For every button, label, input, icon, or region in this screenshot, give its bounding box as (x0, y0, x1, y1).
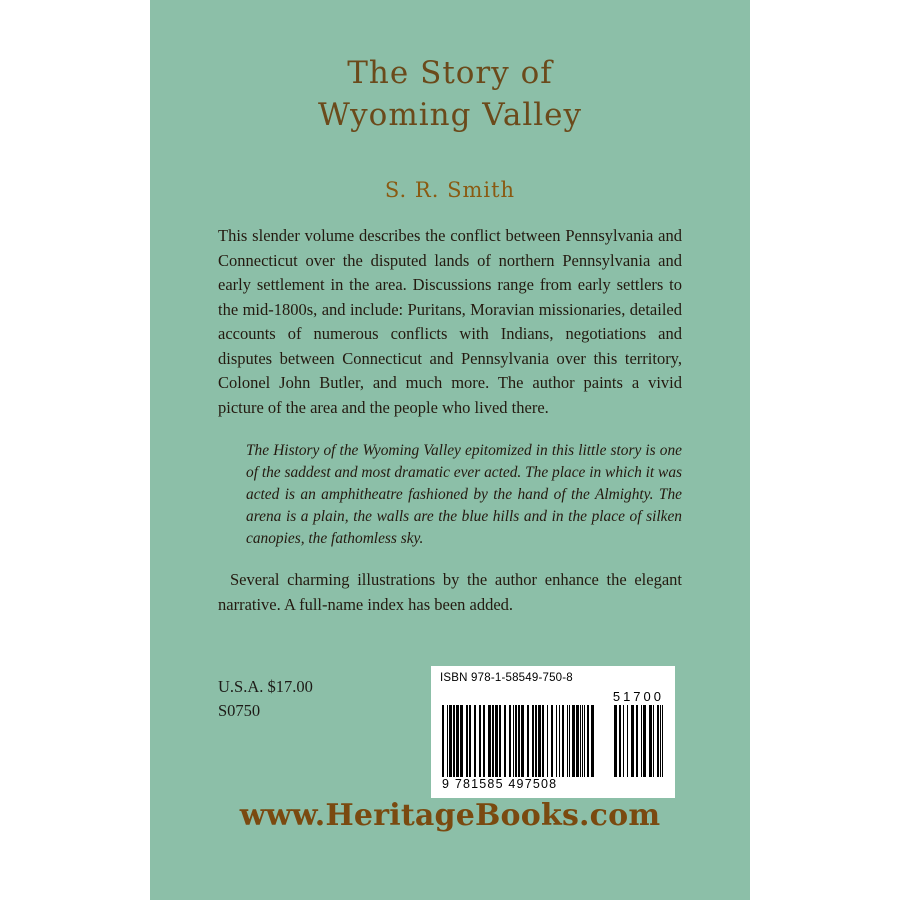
price-block (218, 675, 313, 723)
publisher-website: www.HeritageBooks.com (239, 798, 661, 833)
barcode-ean-digits: 9 781585 497508 (442, 777, 558, 791)
barcode-bars-addon (614, 705, 664, 777)
closing-paragraph: Several charming illustrations by the author enhance the elegant narrative. A full-name index has been added. (218, 570, 682, 614)
sku-text: S0750 (218, 701, 261, 720)
barcode (431, 666, 675, 798)
isbn-label: ISBN 978-1-58549-750-8 (440, 672, 573, 684)
barcode-addon-digits: 51700 (612, 689, 664, 704)
pull-quote: The History of the Wyoming Valley epitomized in this little story is one of the saddest and most dramatic ever acted. The place in which it was acted is an amphitheatre fashioned by the hand of the Almighty. The arena is a plain, the walls are the blue hills and in the place of silken canopies, the fathomless sky. (246, 442, 683, 547)
barcode-bars-main (442, 705, 598, 777)
book-title-line-1: The Story of (347, 55, 553, 91)
price-text: U.S.A. $17.00 (218, 677, 313, 696)
author-name: S. R. Smith (384, 178, 516, 202)
title-block (150, 0, 750, 136)
book-back-cover (150, 0, 750, 900)
description-paragraph: This slender volume describes the conflict between Pennsylvania and Connecticut over the disputed lands of northern Pennsylvania and early settlement in the area. Discussions range from early settlers to the mid-1800s, and include: Puritans, Moravian missionaries, detailed accounts of numerous conflicts with Indians, negotiations and disputes between Connecticut and Pennsylvania over this territory, Colonel John Butler, and much more. The author paints a vivid picture of the area and the people who lived there. (218, 226, 682, 417)
book-title-line-2: Wyoming Valley (317, 97, 583, 133)
